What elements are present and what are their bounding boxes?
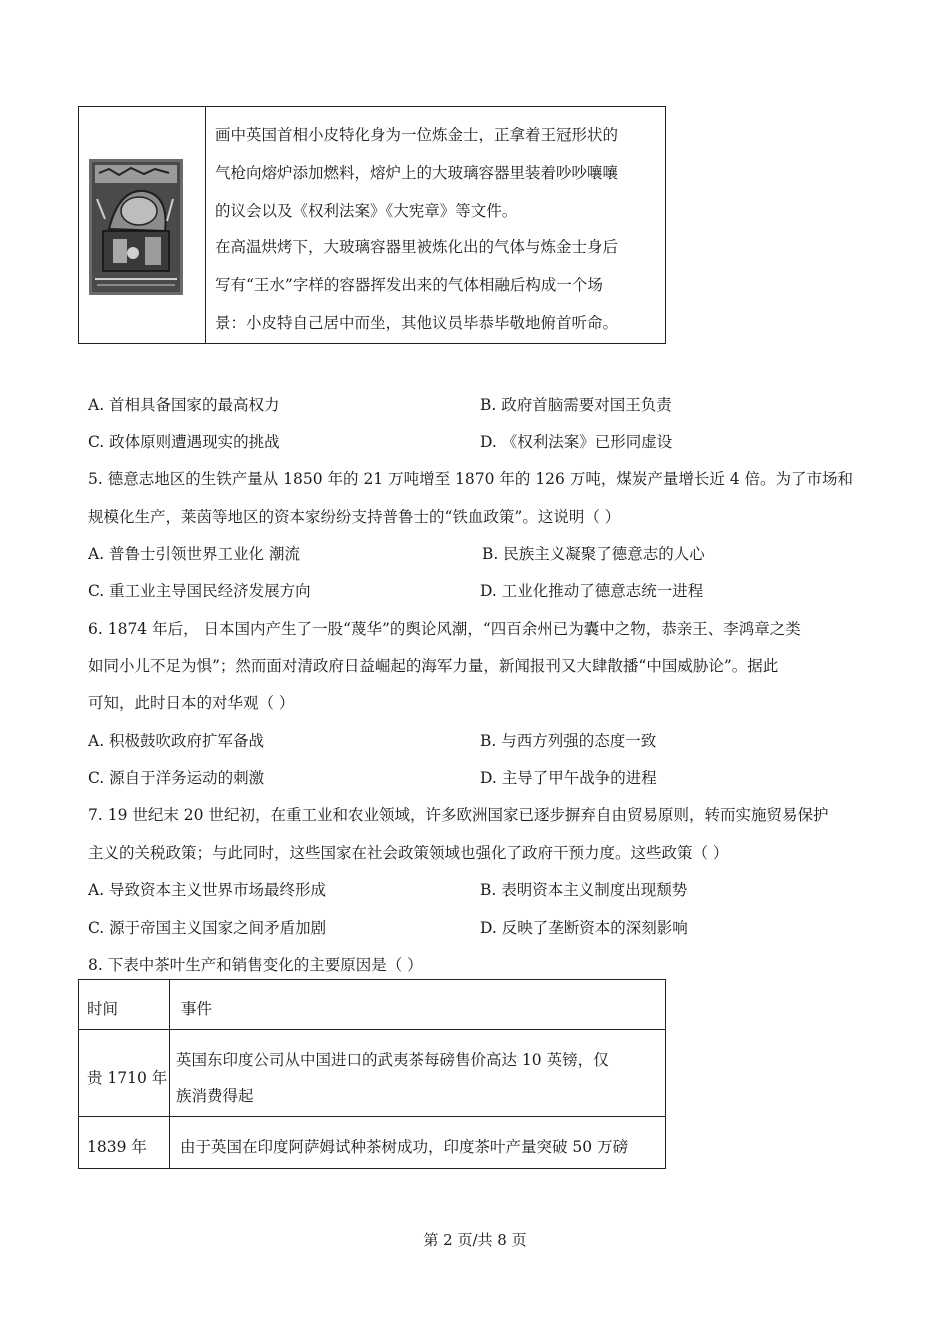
table-row-1-event-line: 族消费得起 [176, 1087, 254, 1105]
page-number: 第 2 页/共 8 页 [423, 1231, 527, 1249]
q6-stem-line: 可知，此时日本的对华观（ ） [88, 694, 295, 712]
table-row-divider [79, 1116, 665, 1117]
q6-stem-line: 6. 1874 年后， 日本国内产生了一股“蔑华”的舆论风潮，“四百余州已为囊中之物，恭亲王、李鸿章之类 [88, 620, 801, 638]
cartoon-illustration [89, 159, 183, 295]
q5-option-c[interactable]: C. 重工业主导国民经济发展方向 [88, 582, 311, 600]
q5-option-d[interactable]: D. 工业化推动了德意志统一进程 [480, 582, 704, 600]
table-row-1-event-line: 英国东印度公司从中国进口的武夷茶每磅售价高达 10 英镑，仅 [176, 1051, 609, 1069]
table-header-time: 时间 [87, 1000, 119, 1018]
q8-stem: 8. 下表中茶叶生产和销售变化的主要原因是（ ） [88, 956, 423, 974]
table-row-divider [79, 1029, 665, 1030]
q7-stem-line: 主义的关税政策；与此同时，这些国家在社会政策领域也强化了政府干预力度。这些政策（ ） [88, 844, 729, 862]
q5-stem-line: 规模化生产，莱茵等地区的资本家纷纷支持普鲁士的“铁血政策”。这说明（ ） [88, 508, 621, 526]
q5-option-b[interactable]: B. 民族主义凝聚了德意志的人心 [482, 545, 705, 563]
q7-option-a[interactable]: A. 导致资本主义世界市场最终形成 [88, 881, 327, 899]
table-row-2-event-line: 由于英国在印度阿萨姆试种茶树成功，印度茶叶产量突破 50 万磅 [180, 1138, 629, 1156]
tea-table [78, 979, 666, 1169]
cartoon-description-table [78, 106, 666, 344]
table-column-divider [169, 980, 170, 1168]
q6-option-a[interactable]: A. 积极鼓吹政府扩军备战 [88, 732, 265, 750]
table-divider [205, 107, 206, 343]
cartoon-desc-line: 写有“王水”字样的容器挥发出来的气体相融后构成一个场 [215, 276, 603, 294]
q7-option-d[interactable]: D. 反映了垄断资本的深刻影响 [480, 919, 688, 937]
q4-option-a[interactable]: A. 首相具备国家的最高权力 [88, 396, 280, 414]
q7-stem-line: 7. 19 世纪末 20 世纪初，在重工业和农业领域，许多欧洲国家已逐步摒弃自由贸易原则，转而实施贸易保护 [88, 806, 829, 824]
q6-stem-line: 如同小儿不足为惧”；然而面对清政府日益崛起的海军力量，新闻报刊又大肆散播“中国威胁论”。据此 [88, 657, 779, 675]
q5-option-a[interactable]: A. 普鲁士引领世界工业化 潮流 [88, 545, 300, 563]
cartoon-desc-line: 的议会以及《权利法案》《大宪章》等文件。 [215, 202, 518, 220]
q4-option-c[interactable]: C. 政体原则遭遇现实的挑战 [88, 433, 280, 451]
table-header-event: 事件 [181, 1000, 213, 1018]
cartoon-desc-line: 景：小皮特自己居中而坐，其他议员毕恭毕敬地俯首听命。 [215, 314, 619, 332]
q7-option-b[interactable]: B. 表明资本主义制度出现颓势 [480, 881, 688, 899]
q7-option-c[interactable]: C. 源于帝国主义国家之间矛盾加剧 [88, 919, 327, 937]
q6-option-c[interactable]: C. 源自于洋务运动的刺激 [88, 769, 265, 787]
cartoon-desc-line: 画中英国首相小皮特化身为一位炼金士，正拿着王冠形状的 [215, 126, 619, 144]
q4-option-d[interactable]: D. 《权利法案》已形同虚设 [480, 433, 673, 451]
q6-option-d[interactable]: D. 主导了甲午战争的进程 [480, 769, 657, 787]
cartoon-desc-line: 气枪向熔炉添加燃料，熔炉上的大玻璃容器里装着吵吵嚷嚷 [215, 164, 619, 182]
table-row-2-time: 1839 年 [87, 1138, 147, 1156]
q6-option-b[interactable]: B. 与西方列强的态度一致 [480, 732, 657, 750]
q5-stem-line: 5. 德意志地区的生铁产量从 1850 年的 21 万吨增至 1870 年的 126 万吨，煤炭产量增长近 4 倍。为了市场和 [88, 470, 854, 488]
q4-option-b[interactable]: B. 政府首脑需要对国王负责 [480, 396, 672, 414]
cartoon-desc-line: 在高温烘烤下，大玻璃容器里被炼化出的气体与炼金士身后 [215, 238, 619, 256]
table-row-1-time: 贵 1710 年 [87, 1069, 168, 1087]
